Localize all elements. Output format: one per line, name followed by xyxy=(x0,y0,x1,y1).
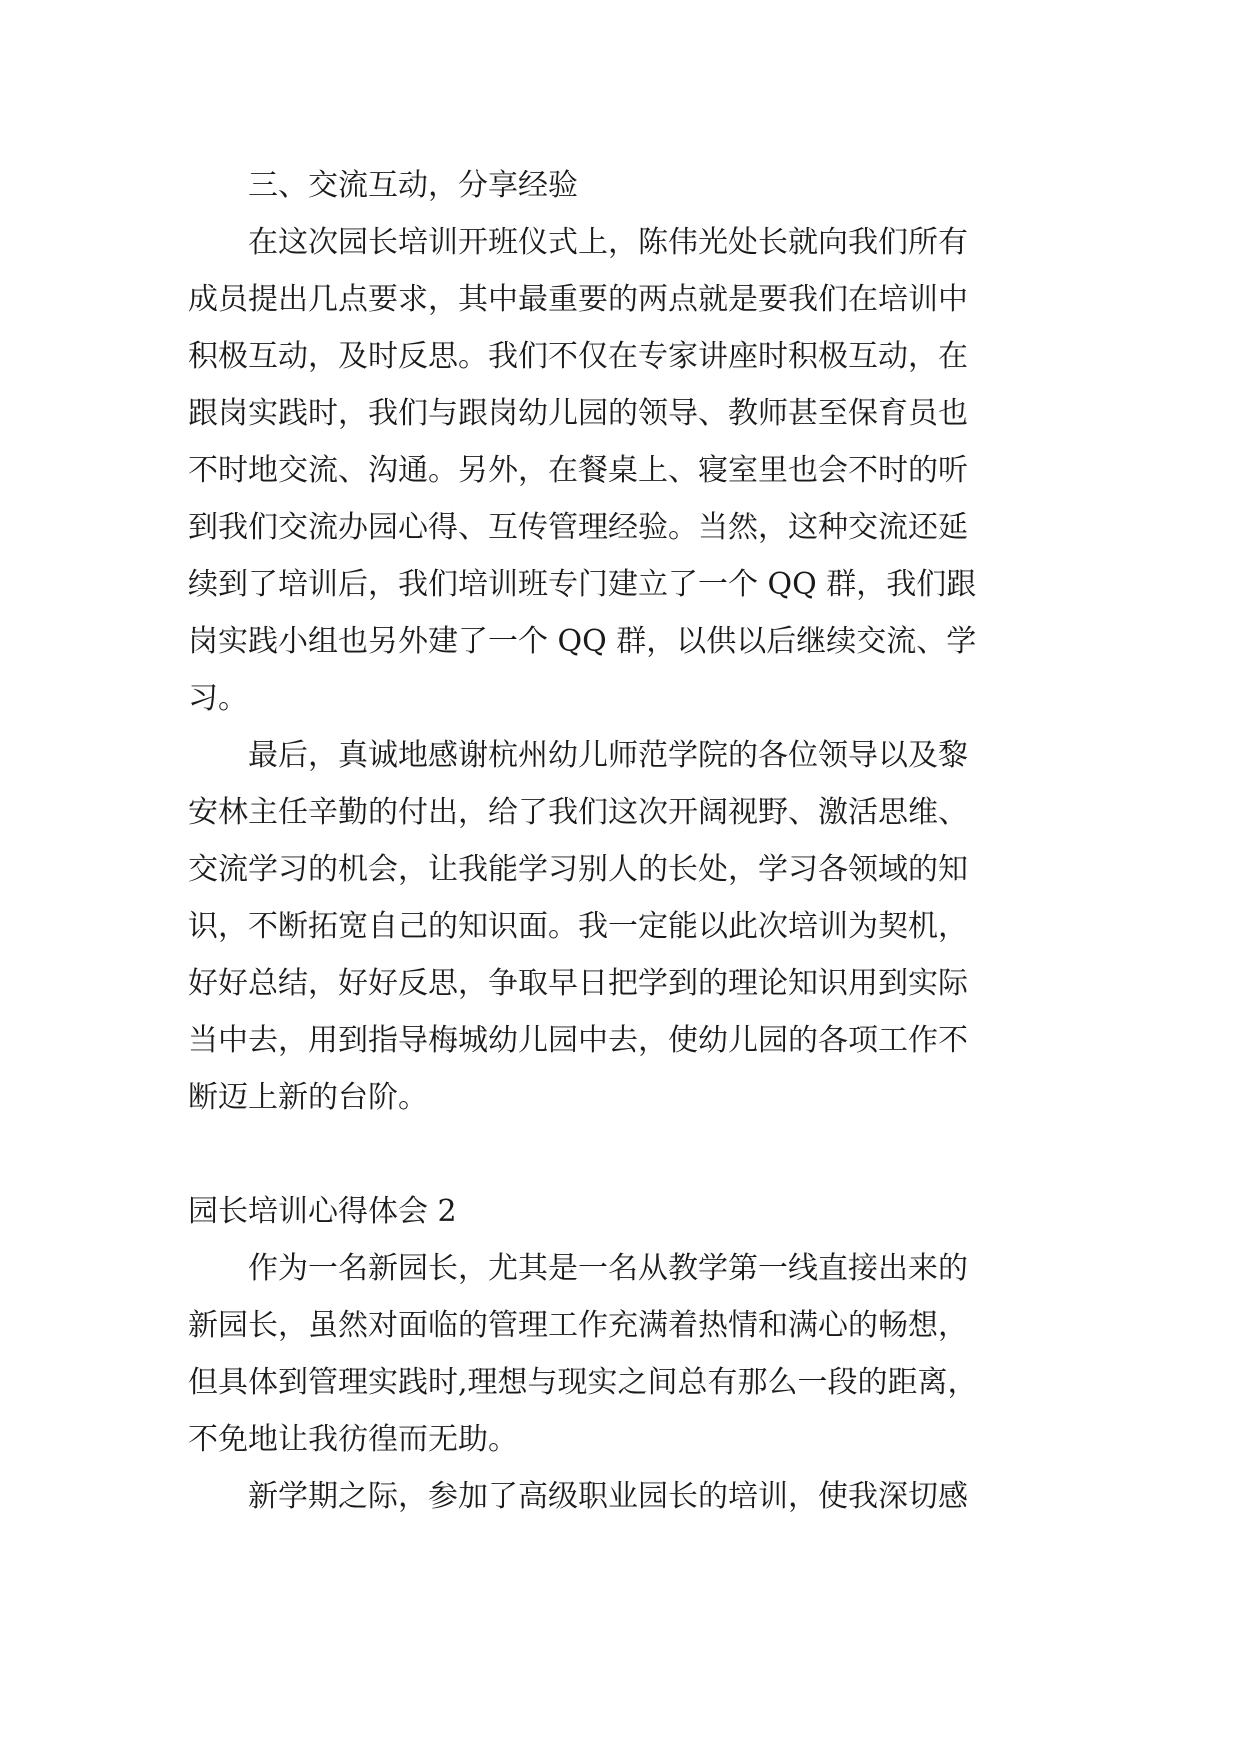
paragraph-line: 不时地交流、沟通。另外，在餐桌上、寝室里也会不时的听 xyxy=(188,453,968,488)
paragraph-line: 不免地让我彷徨而无助。 xyxy=(188,1422,518,1457)
paragraph-line: 成员提出几点要求，其中最重要的两点就是要我们在培训中 xyxy=(188,282,968,317)
paragraph-line: 续到了培训后，我们培训班专门建立了一个 QQ 群，我们跟 xyxy=(188,567,977,602)
section-heading-text: 三、交流互动，分享经验 xyxy=(248,168,578,203)
paragraph-line: 当中去，用到指导梅城幼儿园中去，使幼儿园的各项工作不 xyxy=(188,1023,968,1058)
paragraph-line: 积极互动，及时反思。我们不仅在专家讲座时积极互动，在 xyxy=(188,339,968,374)
paragraph-line: 作为一名新园长，尤其是一名从教学第一线直接出来的 xyxy=(248,1251,968,1286)
paragraph-training xyxy=(188,1468,1048,1525)
paragraph-line: 新学期之际，参加了高级职业园长的培训，使我深切感 xyxy=(248,1479,968,1514)
section-heading xyxy=(188,157,1048,214)
essay-title xyxy=(188,1183,1048,1240)
paragraph-closing xyxy=(188,727,1048,1126)
paragraph-line: 最后，真诚地感谢杭州幼儿师范学院的各位领导以及黎 xyxy=(248,738,968,773)
paragraph-line: 在这次园长培训开班仪式上，陈伟光处长就向我们所有 xyxy=(248,225,968,260)
essay-title-text: 园长培训心得体会 2 xyxy=(188,1194,457,1229)
paragraph-line: 断迈上新的台阶。 xyxy=(188,1080,428,1115)
document-page xyxy=(188,157,1048,1525)
paragraph-new-director xyxy=(188,1240,1048,1468)
paragraph-line: 新园长，虽然对面临的管理工作充满着热情和满心的畅想， xyxy=(188,1308,968,1343)
paragraph-line: 安林主任辛勤的付出，给了我们这次开阔视野、激活思维、 xyxy=(188,795,968,830)
paragraph-line: 交流学习的机会，让我能学习别人的长处，学习各领域的知 xyxy=(188,852,968,887)
paragraph-line: 习。 xyxy=(188,681,248,716)
paragraph-line: 但具体到管理实践时,理想与现实之间总有那么一段的距离， xyxy=(188,1365,978,1400)
paragraph-line: 好好总结，好好反思，争取早日把学到的理论知识用到实际 xyxy=(188,966,968,1001)
paragraph-line: 跟岗实践时，我们与跟岗幼儿园的领导、教师甚至保育员也 xyxy=(188,396,968,431)
paragraph-line: 到我们交流办园心得、互传管理经验。当然，这种交流还延 xyxy=(188,510,968,545)
paragraph-exchange xyxy=(188,214,1048,727)
section-spacer xyxy=(188,1126,1048,1183)
paragraph-line: 岗实践小组也另外建了一个 QQ 群，以供以后继续交流、学 xyxy=(188,624,977,659)
paragraph-line: 识，不断拓宽自己的知识面。我一定能以此次培训为契机， xyxy=(188,909,968,944)
